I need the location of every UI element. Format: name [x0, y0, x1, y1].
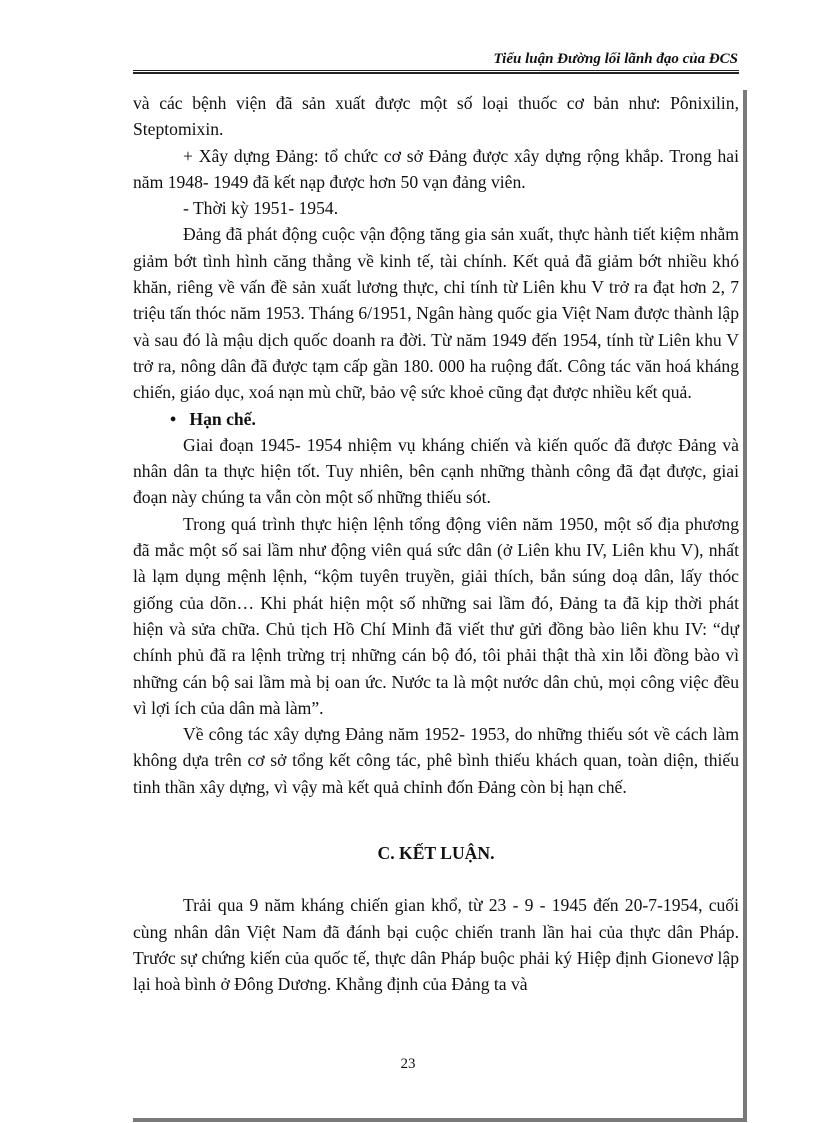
page-shadow-bottom [133, 1118, 747, 1122]
paragraph-conclusion: Trải qua 9 năm kháng chiến gian khổ, từ 23 - 9 - 1945 đến 20-7-1954, cuối cùng nhân dân Việt Nam đã đánh bại cuộc chiến tranh lần hai của thực dân Pháp. Trước sự chứng kiến của quốc tế, thực dân Pháp buộc phải ký Hiệp định Gionevơ lập lại hoà bình ở Đông Dương. Khẳng định của Đảng ta và [133, 895, 739, 995]
running-header-title: Tiểu luận Đường lối lãnh đạo của ĐCS [493, 51, 738, 67]
paragraph-party-building: + Xây dựng Đảng: tổ chức cơ sở Đảng được xây dựng rộng khắp. Trong hai năm 1948- 1949 đã kết nạp được hơn 50 vạn đảng viên. [133, 145, 739, 192]
paragraph-party-rectification: Về công tác xây dựng Đảng năm 1952- 1953, do những thiếu sót về cách làm không dựa trên cơ sở tổng kết công tác, phê bình thiếu khách quan, toàn diện, thiếu tinh thần xây dựng, vì vậy mà kết quả chỉnh đốn Đảng còn bị hạn chế. [133, 724, 739, 797]
spacer [133, 800, 739, 840]
bullet-limitations [133, 406, 739, 432]
page-number: 23 [400, 1056, 416, 1072]
paragraph-continuation: và các bệnh viện đã sản xuất được một số loại thuốc cơ bản như: Pônixilin, Steptomixin. [133, 93, 739, 140]
bullet-icon: • [170, 408, 177, 429]
paragraph-period-heading: - Thời kỳ 1951- 1954. [183, 198, 339, 219]
body-text [133, 90, 739, 998]
bullet-label: Hạn chế. [189, 408, 256, 429]
paragraph-mobilization-errors: Trong quá trình thực hiện lệnh tổng động viên năm 1950, một số địa phương đã mắc một số sai lầm như động viên quá sức dân (ở Liên khu IV, Liên khu V), nhất là lạm dụng mệnh lệnh, “kộm tuyên truyền, giải thích, bắn súng doạ dân, lấy thóc giống của dõn… Khi phát hiện một số những sai lầm đó, Đảng ta đã kịp thời phát hiện và sửa chữa. Chủ tịch Hồ Chí Minh đã viết thư gửi đồng bào liên khu IV: “dự chính phủ đã ra lệnh trừng trị những cán bộ đó, tôi phải thật thà xin lỗi đồng bào vì những cán bộ sai lầm mà bị oan ức. Nước ta là một nước dân chủ, mọi công việc đều vì lợi ích của dân mà làm”. [133, 513, 739, 718]
spacer [133, 866, 739, 892]
paragraph-limitations-intro: Giai đoạn 1945- 1954 nhiệm vụ kháng chiến và kiến quốc đã được Đảng và nhân dân ta thực hiện tốt. Tuy nhiên, bên cạnh những thành công đã đạt được, giai đoạn này chúng ta vẫn còn một số những thiếu sót. [133, 434, 739, 508]
page-shadow-right [743, 90, 747, 1120]
section-heading-conclusion: C. KẾT LUẬN. [377, 843, 495, 864]
paragraph-production-campaign: Đảng đã phát động cuộc vận động tăng gia sản xuất, thực hành tiết kiệm nhằm giảm bớt tình hình căng thẳng về kinh tế, tài chính. Kết quả đã giảm bớt nhiều khó khăn, riêng về vấn đề sản xuất lương thực, chỉ tính từ Liên khu V trở ra đạt hơn 2, 7 triệu tấn thóc năm 1953. Tháng 6/1951, Ngân hàng quốc gia Việt Nam được thành lập và sau đó là mậu dịch quốc doanh ra đời. Từ năm 1949 đến 1954, tính từ Liên khu V trở ra, nông dân đã được tạm cấp gần 180. 000 ha ruộng đất. Công tác văn hoá kháng chiến, giáo dục, xoá nạn mù chữ, bảo vệ sức khoẻ cũng đạt được nhiều kết quả. [133, 224, 739, 403]
header-rule-thick [133, 72, 739, 74]
header-rule [133, 70, 739, 71]
